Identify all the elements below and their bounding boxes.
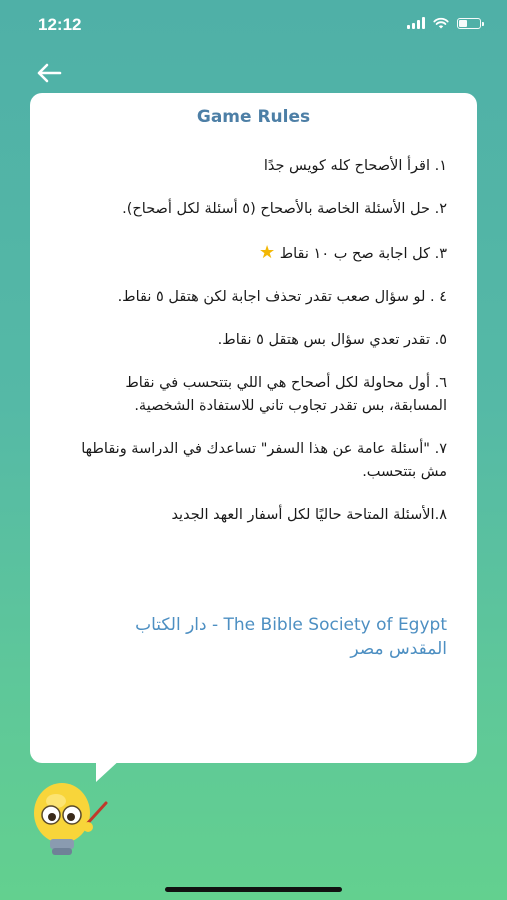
rule-text: ٣. كل اجابة صح ب ١٠ نقاط [279, 246, 447, 262]
battery-icon [457, 18, 481, 29]
back-button[interactable] [32, 58, 66, 88]
rule-item: ٢. حل الأسئلة الخاصة بالأصحاح (٥ أسئلة لكل أصحاح). [122, 201, 447, 217]
card-title: Game Rules [196, 107, 311, 127]
star-icon: ★ [258, 242, 276, 263]
rule-item: ٧. "أسئلة عامة عن هذا السفر" تساعدك في الدراسة ونقاطها مش بتتحسب. [81, 441, 447, 480]
rule-item: ١. اقرأ الأصحاح كله كويس جدًا [263, 158, 447, 174]
rules-card [30, 93, 477, 763]
arrow-left-icon [36, 63, 62, 83]
lightbulb-mascot-icon [18, 775, 118, 865]
rule-item: ٦. أول محاولة لكل أصحاح هي اللي بتتحسب في نقاط المسابقة، بس تقدر تجاوب تاني للاستفادة الشخصية. [125, 375, 447, 414]
signal-icon [407, 17, 425, 29]
rule-item: ٥. تقدر تعدي سؤال بس هتقل ٥ نقاط. [217, 332, 447, 348]
wifi-icon [433, 17, 449, 29]
credit-link[interactable]: The Bible Society of Egypt - دار الكتاب المقدس مصر [135, 615, 447, 659]
status-bar [0, 0, 507, 50]
rules-list [70, 155, 447, 547]
status-time: 12:12 [38, 15, 82, 34]
home-indicator[interactable] [165, 887, 342, 892]
status-icons [407, 17, 481, 29]
rule-item: ٤ . لو سؤال صعب تقدر تحذف اجابة لكن هتقل ٥ نقاط. [117, 289, 447, 305]
rule-item: ٨.الأسئلة المتاحة حاليًا لكل أسفار العهد الجديد [171, 507, 447, 523]
rule-item [70, 241, 447, 266]
